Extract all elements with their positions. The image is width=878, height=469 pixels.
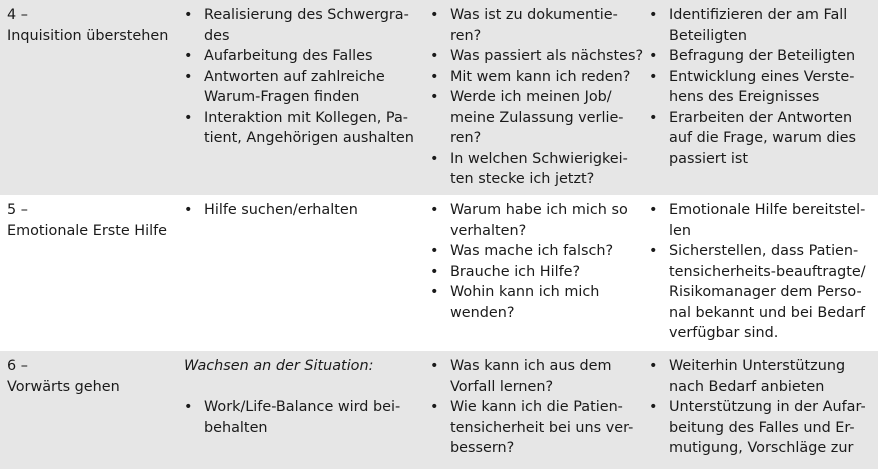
challenges-lead: Wachsen an der Situation:: [184, 358, 374, 374]
list-item-line: Warum-Fragen finden: [204, 89, 360, 105]
table-row-stage-4: [0, 0, 878, 195]
list-item: [430, 241, 638, 262]
list-item-line: hens des Ereignisses: [669, 89, 820, 105]
list-item: [649, 46, 877, 67]
list-item-line: tient, Angehörigen aushalten: [204, 130, 414, 146]
list-item-line: • Brauche ich Hilfe?: [450, 263, 581, 280]
list-item: [649, 67, 877, 108]
list-item-line: Vorfall lernen?: [450, 378, 554, 395]
list-item: [184, 200, 420, 221]
challenges-list: [184, 200, 420, 221]
measures-cell: [649, 356, 877, 459]
list-item-line: tensicherheits-beauftragte/: [669, 263, 866, 280]
questions-list: [430, 356, 638, 459]
list-item-line: verfügbar sind.: [669, 325, 779, 341]
list-item-line: Risikomanager dem Perso-: [669, 284, 862, 300]
questions-list: [430, 5, 644, 190]
list-item: [430, 356, 638, 397]
list-item-line: • Emotionale Hilfe bereitstel-: [669, 202, 866, 218]
list-item-line: • Wie kann ich die Patien-: [450, 399, 623, 415]
list-item: [184, 67, 420, 108]
list-item: [430, 149, 638, 190]
list-item-line: des: [204, 27, 230, 44]
list-item: [430, 282, 638, 323]
list-item-line: Beteiligten: [669, 27, 747, 44]
challenges-list: [184, 5, 420, 149]
list-item: [649, 5, 877, 46]
list-item-line: • Erarbeiten der Antworten: [669, 109, 853, 126]
measures-list: [649, 356, 877, 459]
questions-cell: [430, 5, 644, 190]
list-item-line: • Mit wem kann ich reden?: [450, 68, 631, 85]
list-item-line: ten stecke ich jetzt?: [450, 171, 595, 187]
list-item-line: • Warum habe ich mich so: [450, 202, 628, 218]
list-item: [430, 397, 638, 459]
list-item: [430, 87, 638, 149]
list-item-line: bessern?: [450, 440, 515, 456]
list-item-line: • In welchen Schwierigkei-: [450, 150, 628, 167]
stage-number: 6 –: [7, 358, 28, 374]
list-item-line: • Unterstützung in der Aufar-: [669, 399, 866, 415]
list-item-line: • Identifizieren der am Fall: [669, 7, 848, 23]
list-item-line: len: [669, 222, 691, 239]
questions-cell: [430, 356, 638, 459]
stage-number: 5 –: [7, 202, 28, 218]
list-item-line: • Work/Life-Balance wird bei-: [204, 399, 401, 415]
list-item-line: nach Bedarf anbieten: [669, 378, 825, 395]
list-item: [430, 67, 638, 88]
stage-name: Vorwärts gehen: [7, 378, 120, 395]
list-item-line: auf die Frage, warum dies: [669, 130, 856, 146]
stage-name: Emotionale Erste Hilfe: [7, 222, 168, 239]
list-item: [184, 108, 420, 149]
list-item-line: • Befragung der Beteiligten: [669, 48, 856, 64]
list-item-line: • Was ist zu dokumentie-: [450, 7, 618, 23]
list-item-line: • Weiterhin Unterstützung: [669, 358, 846, 374]
list-item: [649, 108, 877, 170]
list-item: [184, 5, 420, 46]
list-item-line: • Interaktion mit Kollegen, Pa-: [204, 109, 408, 126]
list-item: [649, 200, 877, 241]
stage-cell: [7, 200, 177, 241]
list-item-line: • Hilfe suchen/erhalten: [204, 202, 358, 218]
list-item-line: nal bekannt und bei Bedarf: [669, 304, 866, 321]
list-item-line: • Wohin kann ich mich: [450, 284, 600, 300]
list-item-line: beitung des Falles und Er-: [669, 419, 855, 436]
list-item: [184, 46, 420, 67]
list-item-line: passiert ist: [669, 150, 749, 167]
list-item-line: • Sicherstellen, dass Patien-: [669, 243, 859, 259]
list-item-line: • Werde ich meinen Job/: [450, 89, 612, 105]
list-item: [430, 200, 638, 241]
challenges-cell: [184, 5, 420, 149]
list-item: [649, 397, 877, 459]
challenges-list: [184, 397, 420, 438]
list-item: [430, 5, 638, 46]
stage-cell: [7, 356, 177, 397]
table-row-stage-5: [0, 195, 878, 351]
list-item-line: meine Zulassung verlie-: [450, 109, 624, 126]
measures-cell: [649, 200, 877, 344]
list-item-line: • Realisierung des Schwergra-: [204, 7, 409, 23]
list-item-line: • Antworten auf zahlreiche: [204, 68, 385, 85]
stage-number: 4 –: [7, 7, 28, 23]
list-item-line: • Aufarbeitung des Falles: [204, 48, 373, 64]
list-item-line: mutigung, Vorschläge zur: [669, 440, 854, 456]
list-item-line: ren?: [450, 130, 482, 146]
list-item-line: verhalten?: [450, 222, 527, 239]
list-item: [430, 46, 644, 67]
stage-cell: [7, 5, 177, 46]
questions-list: [430, 200, 638, 323]
list-item-line: • Entwicklung eines Verste-: [669, 68, 855, 85]
challenges-cell: [184, 200, 420, 221]
measures-list: [649, 200, 877, 344]
challenges-cell: [184, 356, 420, 438]
list-item: [649, 356, 877, 397]
list-item-line: wenden?: [450, 304, 515, 321]
list-item: [184, 397, 420, 438]
list-item-line: • Was passiert als nächstes?: [450, 48, 644, 64]
stage-name: Inquisition überstehen: [7, 27, 169, 44]
measures-list: [649, 5, 877, 169]
list-item: [649, 241, 877, 344]
list-item: [430, 262, 638, 283]
list-item-line: ren?: [450, 27, 482, 44]
list-item-line: • Was mache ich falsch?: [450, 243, 614, 259]
table-row-stage-6: [0, 351, 878, 469]
measures-cell: [649, 5, 877, 169]
list-item-line: • Was kann ich aus dem: [450, 358, 612, 374]
questions-cell: [430, 200, 638, 323]
list-item-line: tensicherheit bei uns ver-: [450, 419, 634, 436]
list-item-line: behalten: [204, 419, 268, 436]
